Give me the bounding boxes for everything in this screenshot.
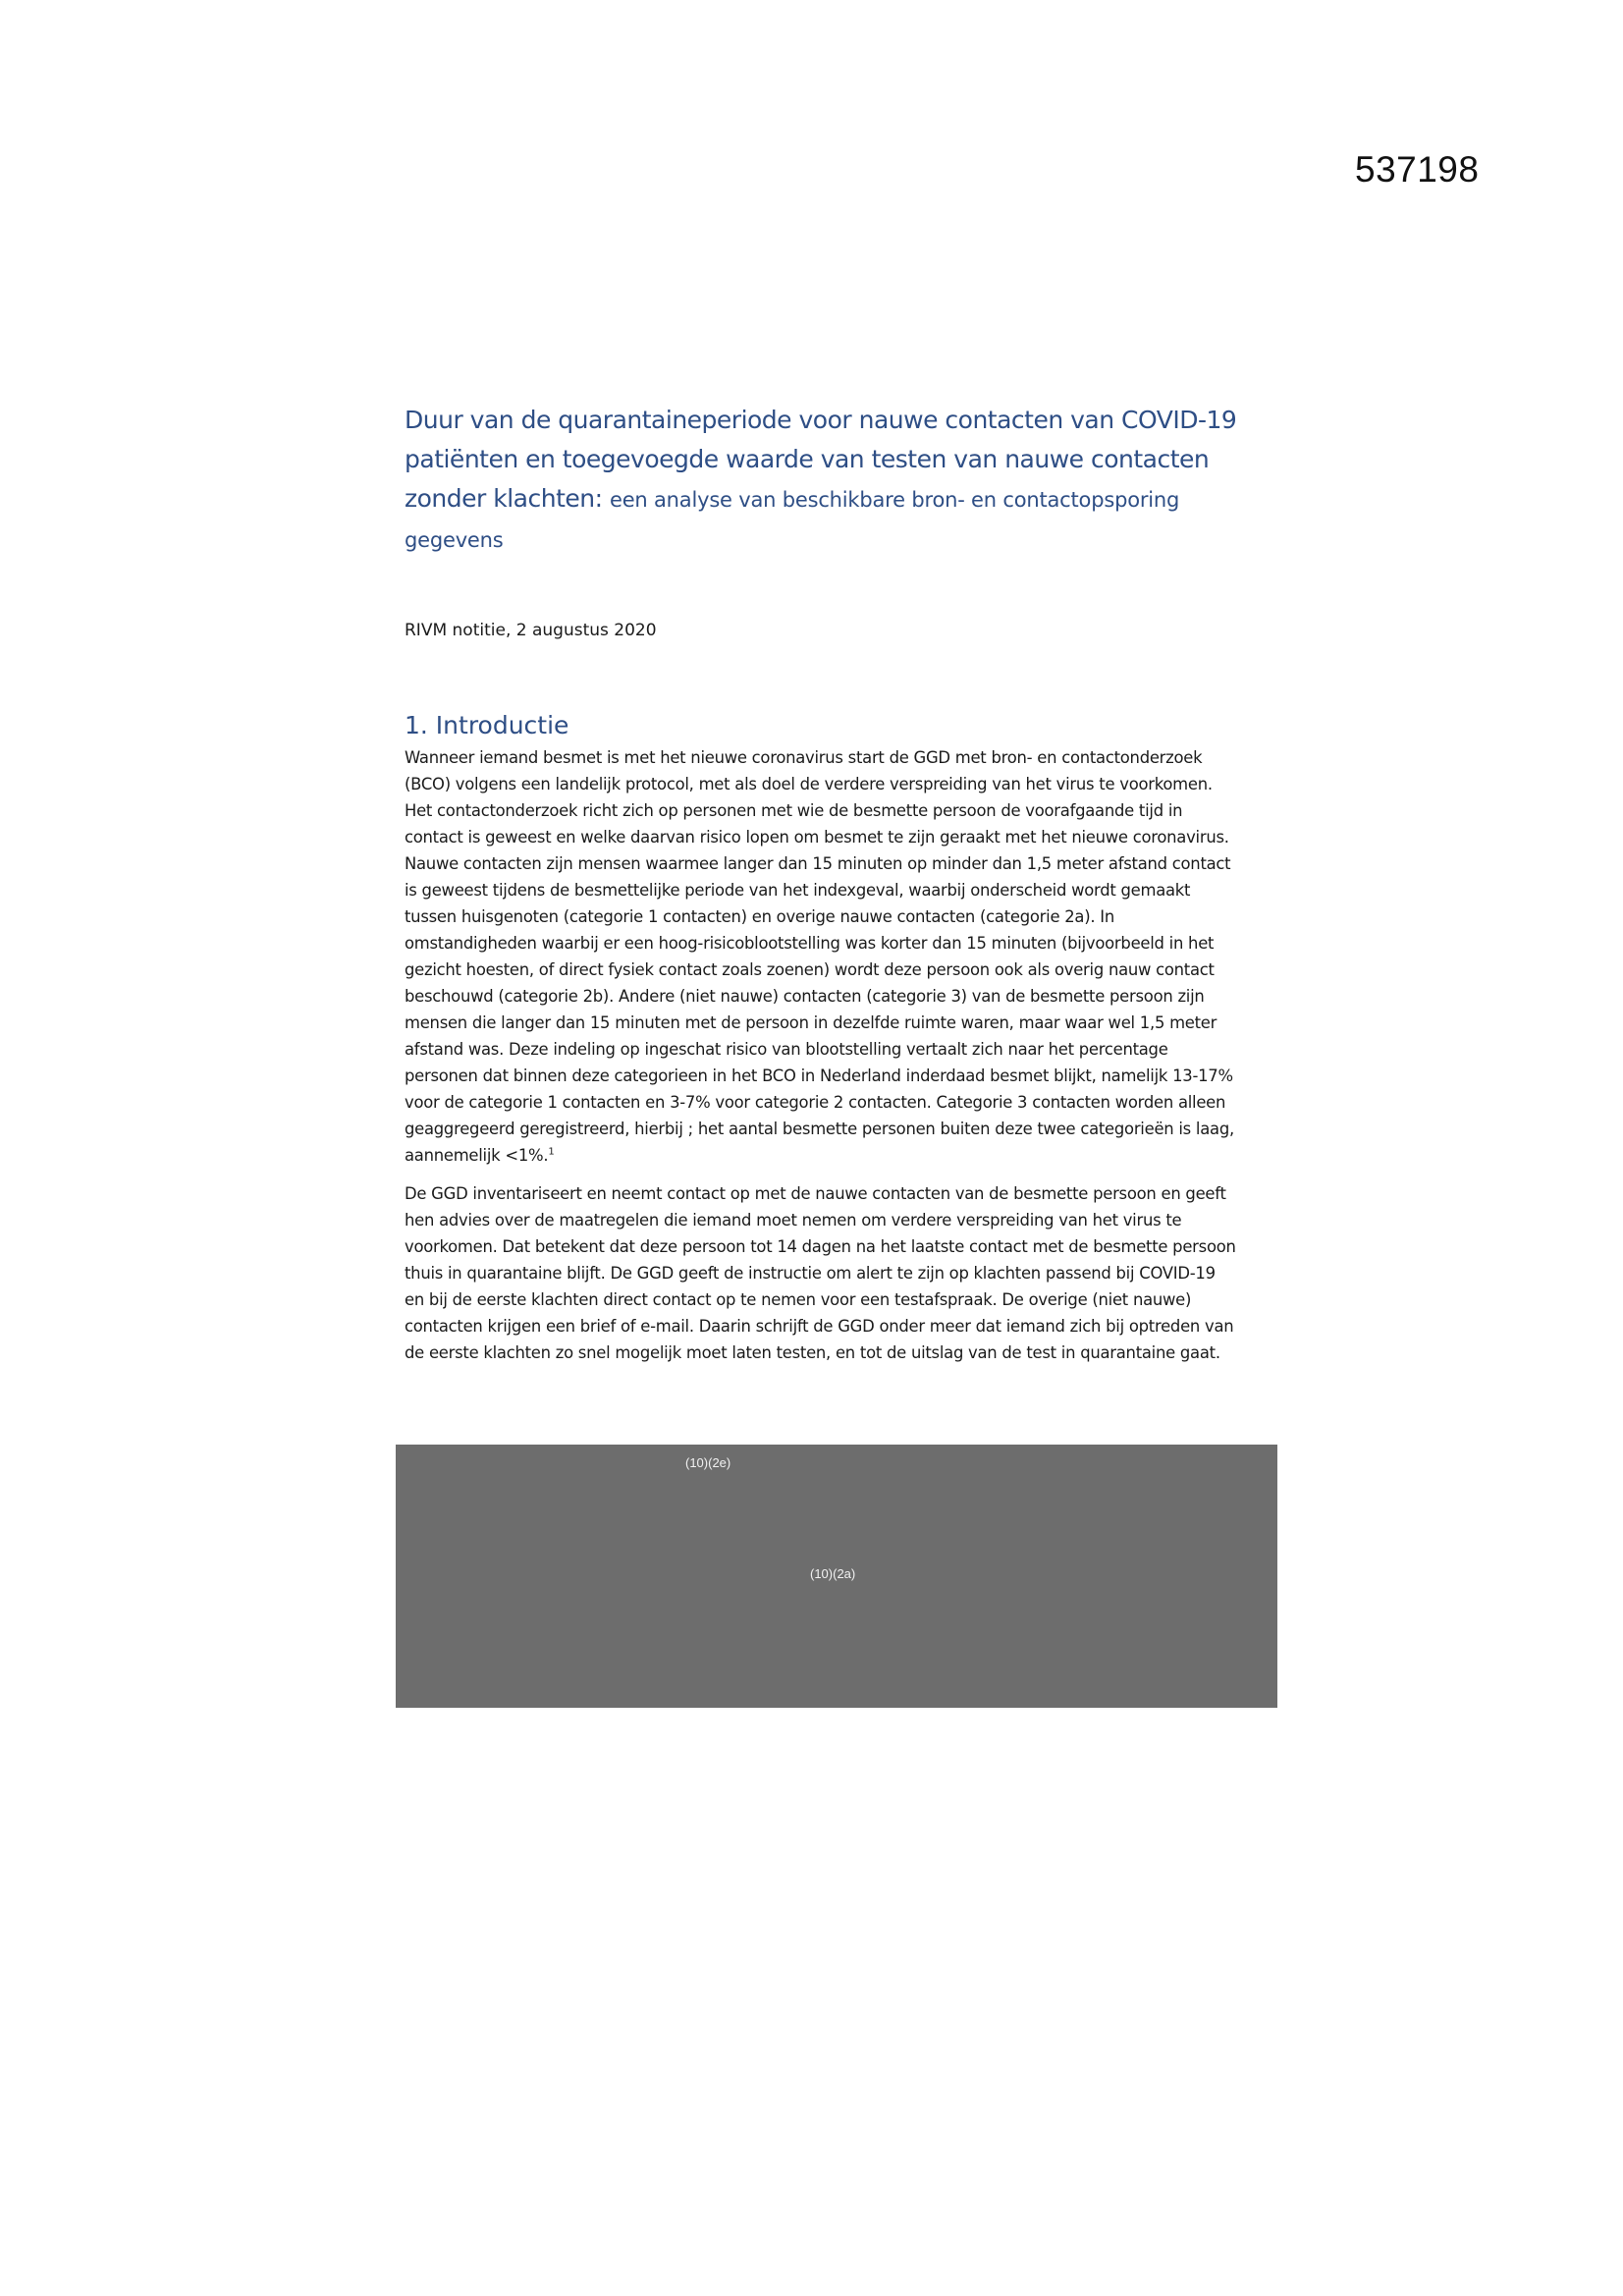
- redaction-code-center: (10)(2a): [810, 1566, 856, 1581]
- intro-paragraph-2: De GGD inventariseert en neemt contact op met de nauwe contacten van de besmette persoon en geeft hen advies over de maatregelen die iemand moet nemen om verdere verspreiding van het virus te voorkomen. Dat betekent dat deze persoon tot 14 dagen na het laatste contact met de besmette persoon thuis in quarantaine blijft. De GGD geeft de instructie om alert te zijn op klachten passend bij COVID-19 en bij de eerste klachten direct contact op te nemen voor een testafspraak. De overige (niet nauwe) contacten krijgen een brief of e-mail. Daarin schrijft de GGD onder meer dat iemand zich bij optreden van de eerste klachten zo snel mogelijk moet laten testen, en tot de uitslag van de test in quarantaine gaat.: [405, 1184, 1236, 1362]
- footnote-reference: 1: [548, 1146, 555, 1158]
- title-subtitle: een analyse van beschikbare bron- en contactopsporing gegevens: [405, 488, 1180, 552]
- document-title: [405, 401, 1239, 560]
- document-number: 537198: [1355, 149, 1480, 190]
- redaction-code-top: (10)(2e): [685, 1455, 731, 1470]
- section-heading: 1. Introductie: [405, 711, 569, 739]
- intro-paragraph-1-text: Wanneer iemand besmet is met het nieuwe coronavirus start de GGD met bron- en contactonderzoek (BCO) volgens een landelijk protocol, met als doel de verdere verspreiding van het virus te voorkomen. Het contactonderzoek richt zich op personen met wie de besmette persoon de voorafgaande tijd in contact is geweest en welke daarvan risico lopen om besmet te zijn geraakt met het nieuwe coronavirus. Nauwe contacten zijn mensen waarmee langer dan 15 minuten op minder dan 1,5 meter afstand contact is geweest tijdens de besmettelijke periode van het indexgeval, waarbij onderscheid wordt gemaakt tussen huisgenoten (categorie 1 contacten) en overige nauwe contacten (categorie 2a). In omstandigheden waarbij er een hoog-risicoblootstelling was korter dan 15 minuten (bijvoorbeeld in het gezicht hoesten, of direct fysiek contact zoals zoenen) wordt deze persoon ook als overig nauw contact beschouwd (categorie 2b). Andere (niet nauwe) contacten (categorie 3) van de besmette persoon zijn mensen die langer dan 15 minuten met de persoon in dezelfde ruimte waren, maar waar wel 1,5 meter afstand was. Deze indeling op ingeschat risico van blootstelling vertaalt zich naar het percentage personen dat binnen deze categorieen in het BCO in Nederland inderdaad besmet blijkt, namelijk 13-17% voor de categorie 1 contacten en 3-7% voor categorie 2 contacten. Categorie 3 contacten worden alleen geaggregeerd geregistreerd, hierbij ; het aantal besmette personen buiten deze twee categorieën is laag, aannemelijk <1%.: [405, 748, 1234, 1165]
- intro-paragraph-1: [405, 744, 1239, 1169]
- document-content: [405, 401, 1239, 1366]
- document-meta: RIVM notitie, 2 augustus 2020: [405, 621, 657, 640]
- title-main: Duur van de quarantaineperiode voor nauwe contacten van COVID-19 patiënten en toegevoegde waarde van testen van nauwe contacten zonder klachten:: [405, 406, 1237, 513]
- redaction-block: [396, 1445, 1277, 1708]
